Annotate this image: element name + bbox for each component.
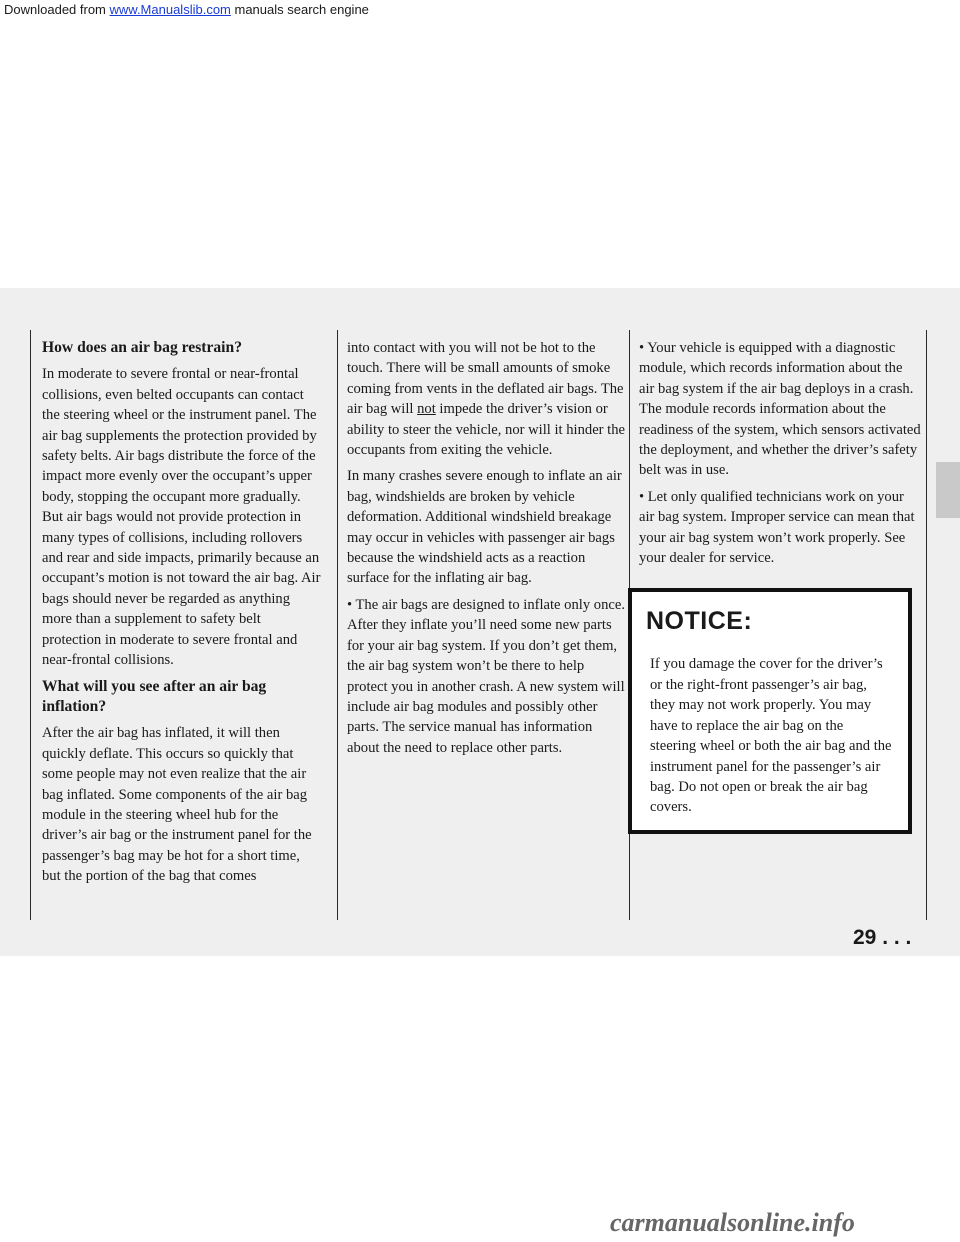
paragraph-contact-part-a: into contact with you will not be hot to the touch. There will be small amounts of smoke coming from vents in the deflated air bags. The air bag will — [347, 340, 624, 418]
column-rule-middle — [337, 330, 338, 920]
column-rule-far-right — [926, 330, 927, 920]
manualslib-link[interactable]: www.Manualslib.com — [109, 2, 231, 17]
heading-after-inflation: What will you see after an air bag inflation? — [42, 677, 267, 715]
paragraph-contact — [347, 338, 627, 460]
notice-body: If you damage the cover for the driver’s or the right-front passenger’s air bag, they may not work properly. You may have to replace the air bag on the steering wheel or both the air bag and the instrument panel for the passenger’s air bag. Do not open or break the air bag covers. — [650, 656, 892, 816]
page-edge-tab-mark — [936, 462, 960, 518]
paragraph-diagnostic-module: • Your vehicle is equipped with a diagnostic module, which records information about the air bag system if the air bag deploys in a crash. The module records information about the readiness of the system, which sensors activated the deployment, and whether the driver’s safety belt was in use. — [639, 340, 921, 479]
paragraph-qualified-technicians: • Let only qualified technicians work on your air bag system. Improper service can mean that your air bag system won’t work properly. See your dealer for service. — [639, 488, 915, 567]
heading-air-bag-restrain: How does an air bag restrain? — [42, 339, 242, 356]
notice-box — [628, 588, 912, 833]
footer-watermark: carmanualsonline.info — [610, 1208, 855, 1237]
download-source-header — [4, 2, 369, 18]
column-rule-left — [30, 330, 31, 920]
paragraph-contact-part-b: impede the driver’s vision or ability to steer the vehicle, nor will it hinder the occupants from exiting the vehicle. — [347, 401, 626, 459]
text-column-2 — [347, 338, 627, 764]
text-column-1 — [42, 338, 322, 893]
header-suffix: manuals search engine — [230, 2, 369, 17]
paragraph-after-inflation: After the air bag has inflated, it will then quickly deflate. This occurs so quickly that some people may not even realize that the air bag inflated. Some components of the air bag module in the steering wheel hub for the driver’s air bag or the instrument panel for the passenger’s bag may be hot for a short time, but the portion of the bag that comes — [42, 725, 312, 885]
paragraph-inflate-once: • The air bags are designed to inflate only once. After they inflate you’ll need some new parts for your air bag system. If you don’t get them, the air bag system won’t be there to help protect you in another crash. A new system will include air bag modules and possibly other parts. The service manual has information about the need to replace other parts. — [347, 596, 625, 756]
paragraph-windshield: In many crashes severe enough to inflate an air bag, windshields are broken by vehicle deformation. Additional windshield breakage may occur in vehicles with passenger air bags because the windshield acts as a reaction surface for the inflating air bag. — [347, 468, 622, 587]
page-number: 29 . . . — [853, 926, 912, 949]
header-prefix: Downloaded from — [4, 2, 110, 17]
text-column-3 — [639, 338, 921, 834]
notice-title: NOTICE: — [646, 607, 753, 636]
emphasis-not: not — [417, 401, 436, 418]
paragraph-restrain: In moderate to severe frontal or near-frontal collisions, even belted occupants can contact the steering wheel or the instrument panel. The air bag supplements the protection provided by safety belts. Air bags distribute the force of the impact more evenly over the occupant’s upper body, stopping the occupant more gradually. But air bags would not provide protection in many types of collisions, including rollovers and rear and side impacts, primarily because an occupant’s motion is not toward the air bag. Air bags should never be regarded as anything more than a supplement to safety belt protection in moderate to severe frontal and near-frontal collisions. — [42, 366, 321, 669]
